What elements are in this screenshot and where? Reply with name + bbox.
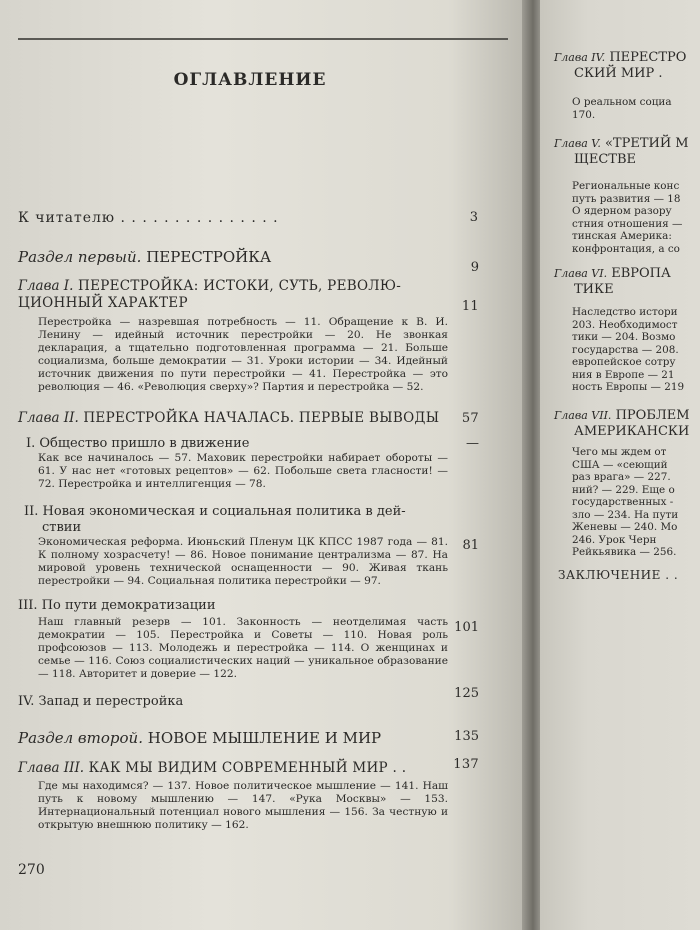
chapter-title-line2: СКИЙ МИР .: [574, 66, 663, 81]
section-prefix: Раздел первый.: [18, 248, 142, 266]
right-chapter-5: [554, 136, 689, 168]
section-title: НОВОЕ МЫШЛЕНИЕ И МИР: [147, 729, 382, 747]
chapter-prefix: Глава VI.: [554, 267, 608, 280]
entry-page: 81: [462, 538, 479, 553]
entry-page: 125: [454, 686, 479, 701]
right-chapter-4: [554, 50, 686, 82]
entry-page: 135: [454, 729, 479, 744]
subchapter-2-contents: Экономическая реформа. Июньский Пленум ЦК КПСС 1987 года — 81. К полному хозрасчету! — 86. Новое понимание централизма — 87. На мировой уровень технической оснащенности — 90. Живая ткань перестройки — 94. Социальная политика перестройки — 97.: [38, 536, 448, 587]
chapter-prefix: Глава II.: [18, 410, 79, 426]
chapter-prefix: Глава V.: [554, 137, 601, 150]
chapter-1-contents: Перестройка — назревшая потребность — 11. Обращение к В. И. Ленину — идейный источник перестройки — 20. Не звонкая декларация, а тщательно подготовленная программа — 21. Больше социализма, больше демократии — 31. Уроки истории — 34. Идейный источник движения по пути перестройки — 41. Перестройка — это революция — 46. «Революция сверху»? Партия и перестройка — 52.: [38, 316, 448, 393]
right-chapter-6: [554, 266, 671, 298]
chapter-title-line1: ЕВРОПА: [611, 266, 671, 281]
page-number: 270: [18, 862, 45, 878]
chapter-title: ПЕРЕСТРОЙКА НАЧАЛАСЬ. ПЕРВЫЕ ВЫВОДЫ: [83, 410, 440, 426]
chapter-title-line2: ЦИОННЫЙ ХАРАКТЕР: [18, 295, 188, 311]
entry-page: 3: [469, 210, 479, 225]
chapter-title-line2: ТИКЕ: [574, 282, 614, 297]
chapter-title-line1: ПЕРЕСТРО: [609, 50, 687, 65]
entry-page: 137: [453, 757, 479, 772]
toc-subchapter-4: [18, 686, 479, 710]
entry-page: 9: [470, 260, 479, 275]
chapter-title-line1: ПРОБЛЕМ: [615, 408, 690, 423]
right-chapter-5-contents: Региональные конс путь развития — 18 О ядерном разору стния отношения — тинская Америка: конфронтация, а со: [572, 180, 683, 255]
sub-label-line2: ствии: [42, 520, 82, 535]
subchapter-3-contents: Наш главный резерв — 101. Законность — неотделимая часть демократии — 105. Перестройка и Советы — 110. Новая роль профсоюзов — 113. Молодежь и перестройка — 114. О женщинах и семье — 116. Союз социалистических наций — уникальное образование — 118. Авторитет и доверие — 122.: [38, 616, 448, 680]
chapter-prefix: Глава VII.: [554, 409, 612, 422]
right-conclusion: ЗАКЛЮЧЕНИЕ . .: [558, 568, 679, 582]
entry-page: 11: [461, 299, 479, 314]
entry-page: 101: [454, 620, 479, 635]
chapter-title-line2: АМЕРИКАНСКИ: [574, 424, 690, 439]
chapter-title-line1: «ТРЕТИЙ М: [604, 136, 689, 151]
sub-label: III. По пути демократизации: [18, 598, 216, 613]
right-chapter-7: [554, 408, 690, 440]
subchapter-1-contents: Как все начиналось — 57. Маховик перестройки набирает обороты — 61. У нас нет «готовых рецептов» — 62. Побольше света гласности! — 72. Перестройка и интеллигенция — 78.: [38, 452, 448, 490]
chapter-title: КАК МЫ ВИДИМ СОВРЕМЕННЫЙ МИР . .: [88, 760, 407, 776]
chapter-title-line2: ЩЕСТВЕ: [574, 152, 636, 167]
chapter-prefix: Глава III.: [18, 760, 85, 776]
toc-subchapter-1: [18, 436, 479, 452]
chapter-prefix: Глава I.: [18, 278, 74, 294]
entry-label: К читателю . . . . . . . . . . . . . . .: [18, 210, 279, 226]
toc-chapter-3: [18, 757, 479, 777]
chapter-prefix: Глава IV.: [554, 51, 606, 64]
sub-label: IV. Запад и перестройка: [18, 694, 184, 709]
section-prefix: Раздел второй.: [18, 729, 143, 747]
entry-page: —: [466, 436, 479, 451]
toc-section-1: [18, 248, 479, 275]
toc-subchapter-2: [18, 504, 479, 553]
entry-page: 57: [461, 411, 479, 426]
right-chapter-7-contents: Чего мы ждем от США — «сеющий раз врага» — 227. ний? — 229. Еще о государственных - зло — 234. На пути Женевы — 240. Мо 246. Урок Черн Рейкьявика — 256.: [572, 446, 679, 558]
toc-title: ОГЛАВЛЕНИЕ: [173, 70, 327, 90]
chapter-3-contents: Где мы находимся? — 137. Новое политическое мышление — 141. Наш путь к новому мышлению — 147. «Рука Москвы» — 153. Интернациональный потенциал нового мышления — 156. За честную и открытую внешнюю политику — 162.: [38, 780, 448, 831]
right-page: [540, 0, 700, 930]
right-chapter-4-contents: О реальном социа 170.: [572, 96, 672, 121]
chapter-title-line1: ПЕРЕСТРОЙКА: ИСТОКИ, СУТЬ, РЕВОЛЮ-: [78, 278, 402, 294]
toc-subchapter-3: [18, 598, 479, 635]
sub-label: I. Общество пришло в движение: [26, 436, 250, 451]
toc-entry-reader: [18, 210, 479, 226]
toc-chapter-1: [18, 278, 479, 314]
toc-section-2: [18, 729, 479, 747]
toc-chapter-2: [18, 410, 479, 427]
header-rule: [18, 38, 508, 40]
sub-label-line1: II. Новая экономическая и социальная политика в дей-: [24, 504, 406, 519]
right-chapter-6-contents: Наследство истори 203. Необходимост тики — 204. Возмо государства — 208. европейское сотру ния в Европе — 21 ность Европы — 219: [572, 306, 685, 393]
section-title: ПЕРЕСТРОЙКА: [146, 248, 272, 266]
